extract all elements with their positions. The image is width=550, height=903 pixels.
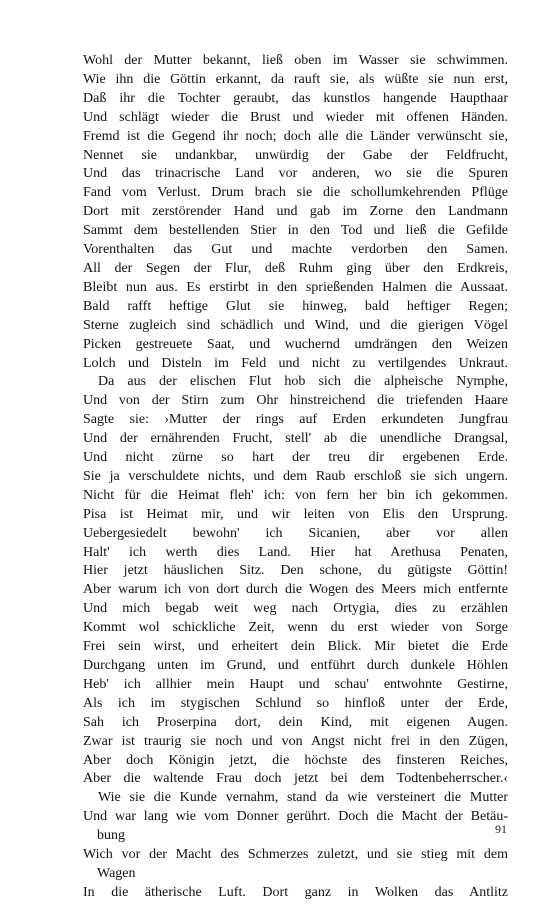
verse-line: Fremd ist die Gegend ihr noch; doch alle die Länder verwünscht sie, [83, 128, 508, 144]
verse-line: Aber doch Königin jetzt, die höchste des finsteren Reiches, [83, 752, 508, 768]
verse-line: Daß ihr die Tochter geraubt, das kunstlos hangende Haupthaar [83, 90, 508, 106]
verse-line: Aber die waltende Frau doch jetzt bei dem Todtenbeherrscher.‹ [83, 771, 508, 787]
verse-line: bung [97, 828, 125, 844]
verse-line: Und nicht zürne so hart der treu dir ergebenen Erde. [83, 450, 508, 466]
verse-line: In die ätherische Luft. Dort ganz in Wolken das Antlitz [83, 884, 508, 900]
verse-line: Als ich im stygischen Schlund so hinfloß unter der Erde, [83, 695, 508, 711]
verse-line: Und mich begab weit weg nach Ortygia, dies zu erzählen [83, 601, 508, 617]
verse-line: Und schlägt wieder die Brust und wieder mit offenen Händen. [83, 109, 508, 125]
verse-line: Uebergesiedelt bewohn' ich Sicanien, aber vor allen [83, 525, 508, 541]
verse-line: Nennet sie undankbar, unwürdig der Gabe der Feldfrucht, [83, 147, 508, 163]
verse-line: All der Segen der Flur, deß Ruhm ging über den Erdkreis, [83, 260, 508, 276]
page-number: 91 [495, 822, 507, 836]
verse-line: Pisa ist Heimat mir, und wir leiten von Elis den Ursprung. [83, 506, 508, 522]
verse-line: Kommt wol schickliche Zeit, wenn du erst wieder von Sorge [83, 620, 508, 636]
verse-line: Da aus der elischen Flut hob sich die alpheische Nymphe, [98, 374, 508, 390]
verse-line: Bald rafft heftige Glut sie hinweg, bald heftiger Regen; [83, 298, 508, 314]
poem-text-block [83, 52, 508, 903]
verse-line: Und von der Stirn zum Ohr hinstreichend die triefenden Haare [83, 393, 508, 409]
verse-line: Bleibt nun aus. Es erstirbt in den sprießenden Halmen die Aussaat. [83, 279, 508, 295]
verse-line: Wie sie die Kunde vernahm, stand da wie versteinert die Mutter [98, 790, 508, 806]
verse-line: Halt' ich werth dies Land. Hier hat Arethusa Penaten, [83, 544, 508, 560]
verse-line: Sie ja verschuldete nichts, und dem Raub erschloß sie sich ungern. [83, 468, 508, 484]
verse-line: Wagen [97, 865, 136, 881]
verse-line: Sah ich Proserpina dort, dein Kind, mit eigenen Augen. [83, 714, 508, 730]
verse-line: Zwar ist traurig sie noch und von Angst nicht frei in den Zügen, [83, 733, 508, 749]
verse-line: Heb' ich allhier mein Haupt und schau' entwohnte Gestirne, [83, 676, 508, 692]
verse-line: Und das trinacrische Land vor anderen, wo sie die Spuren [83, 166, 508, 182]
verse-line: Durchgang unten im Grund, und entführt durch dunkele Höhlen [83, 658, 508, 673]
verse-line: Und war lang wie vom Donner gerührt. Doch die Macht der Betäu- [83, 809, 508, 825]
verse-line: Nicht für die Heimat fleh' ich: von fern her bin ich gekommen. [83, 487, 508, 503]
verse-line: Hier jetzt häuslichen Sitz. Den schone, du gütigste Göttin! [83, 563, 508, 579]
verse-line: Sagte sie: ›Mutter der rings auf Erden erkundeten Jungfrau [83, 412, 508, 428]
verse-line: Sterne zugleich sind schädlich und Wind, und die gierigen Vögel [83, 317, 508, 333]
verse-line: Aber warum ich von dort durch die Wogen des Meers mich entfernte [83, 582, 508, 598]
verse-line: Frei sein wirst, und erheitert dein Blick. Mir bietet die Erde [83, 639, 508, 655]
verse-line: Fand vom Verlust. Drum brach sie die schollumkehrenden Pflüge [83, 185, 508, 201]
verse-line: Lolch und Disteln im Feld und nicht zu vertilgendes Unkraut. [83, 355, 508, 371]
verse-line: Picken gestreuete Saat, und wuchernd umdrängen den Weizen [83, 336, 508, 352]
verse-line: Wohl der Mutter bekannt, ließ oben im Wasser sie schwimmen. [83, 53, 508, 68]
verse-line: Wie ihn die Göttin erkannt, da rauft sie, als wüßte sie nun erst, [83, 71, 508, 87]
verse-line: Sammt dem bestellenden Stier in den Tod und ließ die Gefilde [83, 223, 508, 239]
verse-line: Dort mit zerstörender Hand und gab im Zorne den Landmann [83, 204, 508, 220]
verse-line: Und der ernährenden Frucht, stell' ab die unendliche Drangsal, [83, 431, 508, 447]
verse-line: Vorenthalten das Gut und machte verdorben den Samen. [83, 242, 508, 258]
verse-line: Wich vor der Macht des Schmerzes zuletzt, und sie stieg mit dem [83, 847, 508, 863]
